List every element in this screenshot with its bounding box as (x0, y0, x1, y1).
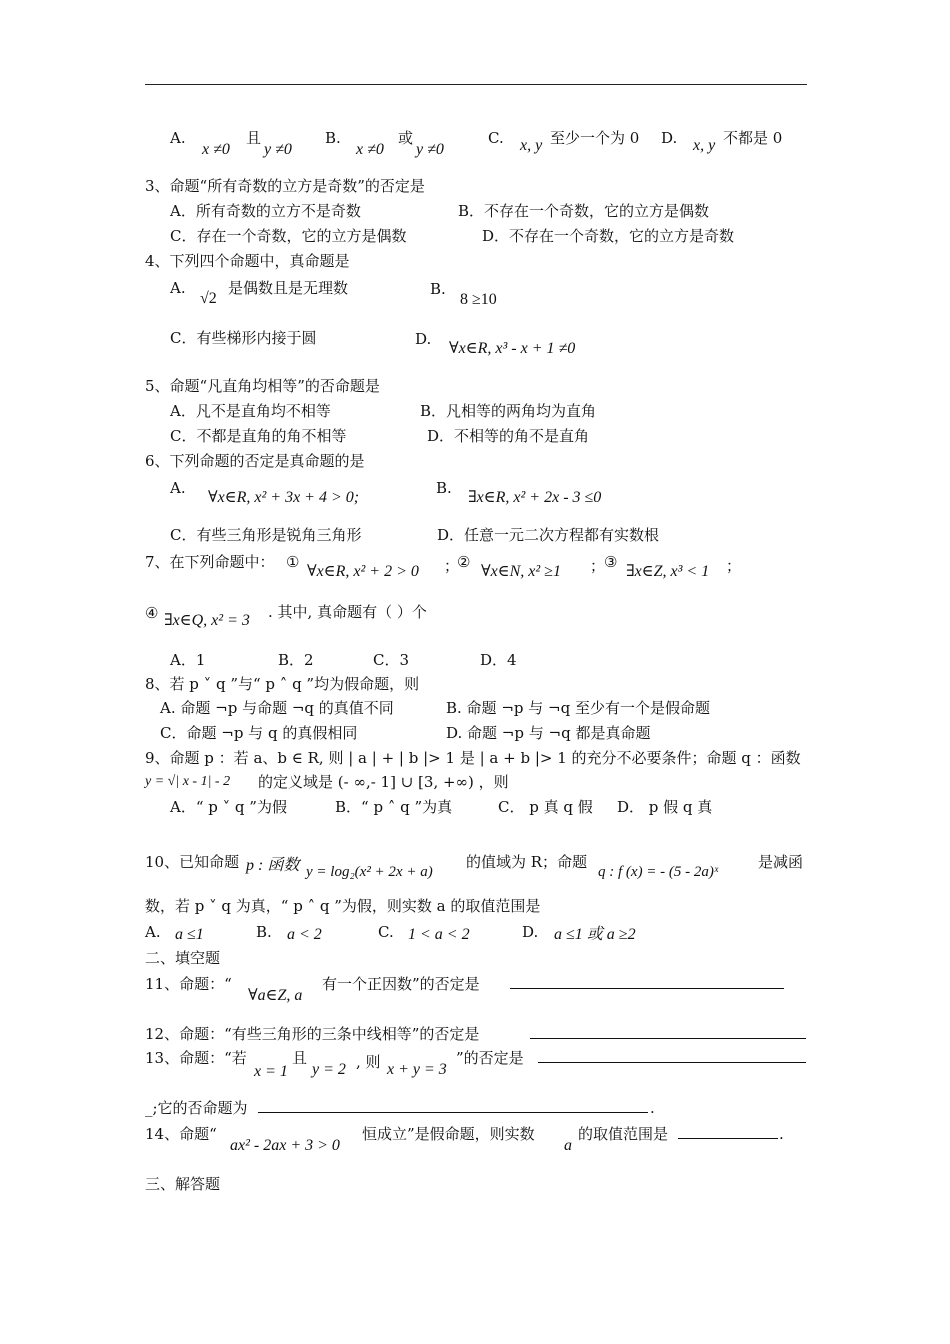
q6-option-c: C．有些三角形是锐角三角形 (170, 526, 362, 544)
q6-option-b-expr: ∃x∈R, x² + 2x - 3 ≤0 (468, 489, 602, 506)
q10-option-c-label: C. (378, 923, 394, 941)
q11-post: 有一个正因数”的否定是 (322, 975, 480, 993)
q3-option-c: C．存在一个奇数，它的立方是偶数 (170, 227, 407, 245)
q12-answer-blank[interactable] (530, 1024, 806, 1044)
q5-option-d: D．不相等的角不是直角 (427, 427, 590, 445)
q6-stem: 6、下列命题的否定是真命题的是 (145, 452, 365, 470)
q7-circle-1: ① (286, 553, 300, 571)
q9-option-b: B．“ p ˄ q ”为真 (335, 798, 453, 816)
q4-option-d-label: D. (415, 330, 432, 348)
q7-stem: 7、在下列命题中： (145, 553, 275, 571)
q7-expr-3: ∃x∈Z, x³ < 1 (626, 563, 710, 580)
q13-answer-blank-1[interactable] (538, 1048, 806, 1068)
q7-option-a: A．1 (170, 651, 206, 669)
q13-expr-1: x = 1 (254, 1063, 288, 1080)
q13-line2: _;它的否命题为 (145, 1099, 248, 1117)
q9-line2-text: 的定义域是 (- ∞,- 1] ∪ [3, +∞) ，则 (258, 773, 509, 791)
q7-circle-3: ③ (604, 553, 618, 571)
q14-expr: ax² - 2ax + 3 > 0 (230, 1137, 340, 1154)
q2-option-a-label: A. (170, 129, 186, 147)
q9-domain-expr: y = √| x - 1| - 2 (145, 774, 231, 789)
q8-option-c: C．命题 ¬p 与 q 的真假相同 (160, 724, 358, 742)
q7-sep-2: ； (590, 557, 606, 575)
q7-expr-2: ∀x∈N, x² ≥1 (481, 563, 561, 580)
q10-option-a-label: A. (145, 923, 161, 941)
q10-line1-end: 是减函 (758, 853, 804, 871)
q13-expr-3: x + y = 3 (387, 1061, 447, 1078)
q9-option-c: C． p 真 q 假 (498, 798, 593, 816)
q4-option-a-text: 是偶数且是无理数 (228, 279, 349, 297)
q4-option-b-expr: 8 ≥10 (460, 291, 497, 308)
q2-option-b-expr2: y ≠0 (416, 141, 444, 158)
q13-pre: 13、命题：“若 (145, 1049, 247, 1067)
q5-option-a: A．凡不是直角均不相等 (170, 402, 331, 420)
q5-stem: 5、命题“凡直角均相等”的否命题是 (145, 377, 380, 395)
q7-expr-1: ∀x∈R, x² + 2 > 0 (307, 563, 419, 580)
q4-option-c: C．有些梯形内接于圆 (170, 329, 317, 347)
q2-option-b-expr1: x ≠0 (356, 141, 384, 158)
q4-stem: 4、下列四个命题中，真命题是 (145, 252, 350, 270)
q3-option-d: D．不存在一个奇数，它的立方是奇数 (482, 227, 735, 245)
header-rule (145, 84, 807, 85)
q13-expr-2: y = 2 (312, 1061, 346, 1078)
q13-then: , 则 (356, 1053, 381, 1071)
q10-p: p : 函数 (246, 857, 300, 874)
q10-line2: 数，若 p ˅ q 为真，“ p ˄ q ”为假，则实数 a 的取值范围是 (145, 897, 541, 915)
q10-option-b-expr: a < 2 (287, 926, 322, 943)
q2-option-a-expr1: x ≠0 (202, 141, 230, 158)
q10-option-c-expr: 1 < a < 2 (408, 926, 470, 943)
q7-circle-2: ② (457, 553, 471, 571)
q14-post: 的取值范围是 (578, 1125, 669, 1143)
q11-pre: 11、命题：“ (145, 975, 232, 993)
q2-option-b-conj: 或 (398, 129, 414, 147)
q5-option-b: B．凡相等的两角均为直角 (420, 402, 597, 420)
q14-var: a (564, 1137, 572, 1154)
q8-stem: 8、若 p ˅ q ”与“ p ˄ q ”均为假命题，则 (145, 675, 420, 693)
section-answer-heading: 三、解答题 (145, 1175, 221, 1193)
q14-mid: 恒成立”是假命题，则实数 (362, 1125, 535, 1143)
q6-option-b-label: B. (436, 479, 452, 497)
q2-option-d-label: D. (661, 129, 678, 147)
q10-option-d-label: D. (522, 923, 539, 941)
q7-sep-3: ； (726, 557, 742, 575)
q14-answer-blank[interactable] (678, 1124, 778, 1144)
q9-line1: 9、命题 p ：若 a、b ∈ R, 则 | a | + | b |> 1 是 | a + b |> 1 的充分不必要条件；命题 q ：函数 (145, 749, 801, 767)
q2-option-c-label: C. (488, 129, 504, 147)
q13-line2-end: . (650, 1099, 655, 1117)
q6-option-d: D．任意一元二次方程都有实数根 (437, 526, 660, 544)
q9-option-a: A．“ p ˅ q ”为假 (170, 798, 287, 816)
q11-expr: ∀a∈Z, a (248, 987, 303, 1004)
q7-tail: . 其中, 真命题有（ ）个 (268, 603, 427, 621)
q2-option-a-expr2: y ≠0 (264, 141, 292, 158)
q10-intro: 10、已知命题 (145, 853, 240, 871)
q4-option-a-expr: √2 (200, 290, 217, 307)
q7-sep-1: ； (444, 557, 460, 575)
q13-answer-blank-2[interactable] (258, 1098, 648, 1118)
q4-option-d-expr: ∀x∈R, x³ - x + 1 ≠0 (449, 340, 576, 357)
section-fill-in-heading: 二、填空题 (145, 949, 221, 967)
q8-option-d: D. 命题 ¬p 与 ¬q 都是真命题 (446, 724, 651, 742)
q4-option-b-label: B. (430, 280, 446, 298)
q14-end: . (779, 1125, 784, 1143)
q10-option-a-expr: a ≤1 (175, 926, 204, 943)
q10-q-expr: q : f (x) = - (5 - 2a)ˣ (598, 864, 719, 880)
q10-range-text: 的值域为 R；命题 (466, 853, 588, 871)
q10-option-b-label: B. (256, 923, 272, 941)
q10-option-d-expr: a ≤1 或 a ≥2 (554, 926, 636, 943)
q3-option-a: A．所有奇数的立方不是奇数 (170, 202, 361, 220)
q13-conj: 且 (292, 1049, 308, 1067)
q7-circle-4: ④ (145, 604, 159, 622)
q13-post: ”的否定是 (456, 1049, 524, 1067)
q9-option-d: D． p 假 q 真 (617, 798, 713, 816)
q7-option-d: D．4 (480, 651, 517, 669)
q8-option-b: B. 命题 ¬p 与 ¬q 至少有一个是假命题 (446, 699, 710, 717)
q3-stem: 3、命题“所有奇数的立方是奇数”的否定是 (145, 177, 425, 195)
q2-option-b-label: B. (325, 129, 341, 147)
q6-option-a-expr: ∀x∈R, x² + 3x + 4 > 0; (208, 489, 360, 506)
q4-option-a-label: A. (170, 279, 186, 297)
q5-option-c: C．不都是直角的角不相等 (170, 427, 347, 445)
q8-option-a: A. 命题 ¬p 与命题 ¬q 的真值不同 (160, 699, 394, 717)
q2-option-d-expr: x, y (693, 137, 716, 154)
q7-expr-4: ∃x∈Q, x² = 3 (164, 612, 250, 629)
q2-option-c-expr: x, y (520, 137, 543, 154)
q7-option-c: C．3 (373, 651, 410, 669)
q14-pre: 14、命题“ (145, 1125, 217, 1143)
q12-text: 12、命题：“有些三角形的三条中线相等”的否定是 (145, 1025, 480, 1043)
q10-log-expr: y = log₂(x² + 2x + a) (306, 864, 433, 880)
q7-option-b: B．2 (278, 651, 314, 669)
q2-option-a-conj: 且 (246, 129, 262, 147)
q3-option-b: B．不存在一个奇数，它的立方是偶数 (458, 202, 710, 220)
q2-option-d-text: 不都是 0 (723, 129, 783, 147)
q6-option-a-label: A. (170, 479, 186, 497)
q2-option-c-text: 至少一个为 0 (550, 129, 640, 147)
q11-answer-blank[interactable] (510, 974, 784, 994)
